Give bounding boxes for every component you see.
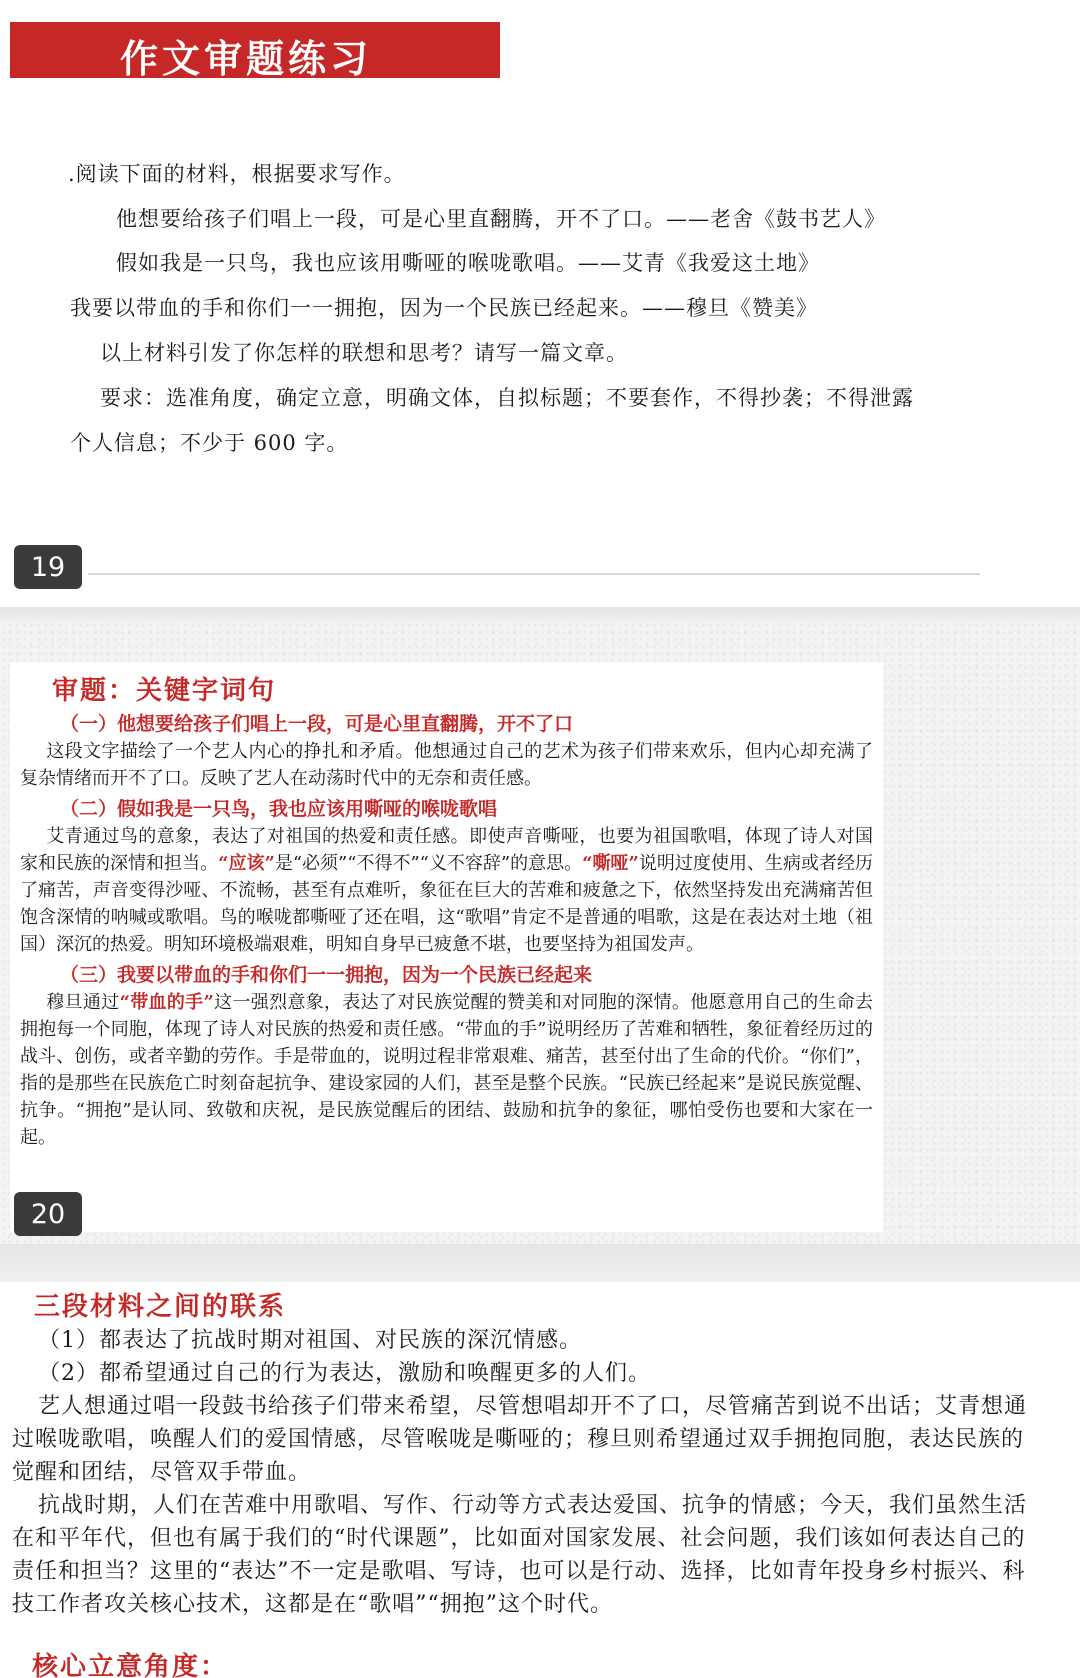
highlight-siya: “嘶哑” xyxy=(582,853,639,874)
core-angle-heading: 核心立意角度： xyxy=(32,1652,229,1678)
analysis-paragraph-2: 艾青通过鸟的意象，表达了对祖国的热爱和责任感。即使声音嘶哑，也要为祖国歌唱，体现了诗人对国家和民族的深情和担当。“应该”是“必须”“不得不”“义不容辞”的意思。“嘶哑”说明过度使用、生病或者经历了痛苦，声音变得沙哑、不流畅，甚至有点难听，象征在巨大的苦难和疲惫之下，依然坚持发出充满痛苦但饱含深情的呐喊或歌唱。鸟的喉咙都嘶哑了还在唱，这“歌唱”肯定不是普通的唱歌，这是在表达对土地（祖国）深沉的热爱。明知环境极端艰难，明知自身早已疲惫不堪，也要坚持为祖国发声。 xyxy=(20,826,873,955)
analysis-paragraph-1: 这段文字描绘了一个艺人内心的挣扎和矛盾。他想通过自己的艺术为孩子们带来欢乐，但内心却充满了复杂情绪而开不了口。反映了艺人在动荡时代中的无奈和责任感。 xyxy=(20,741,873,789)
page-number-badge: 20 xyxy=(14,1192,82,1236)
requirement-line-2: 个人信息；不少于 600 字。 xyxy=(70,431,349,455)
analysis-paragraph-3: 穆旦通过“带血的手”这一强烈意象，表达了对民族觉醒的赞美和对同胞的深情。他愿意用自己的生命去拥抱每一个同胞，体现了诗人对民族的热爱和责任感。“带血的手”说明经历了苦难和牺牲，象征着经历过的战斗、创伤，或者辛勤的劳作。手是带血的，说明过程非常艰难、痛苦，甚至付出了生命的代价。“你们”，指的是那些在民族危亡时刻奋起抗争、建设家园的人们，甚至是整个民族。“民族已经起来”是说民族觉醒、抗争。“拥抱”是认同、致敬和庆祝，是民族觉醒后的团结、鼓励和抗争的象征，哪怕受伤也要和大家在一起。 xyxy=(20,992,874,1148)
section-heading: 三段材料之间的联系 xyxy=(34,1292,287,1322)
paragraph-1: 艺人想通过唱一段鼓书给孩子们带来希望，尽管想唱却开不了口，尽管痛苦到说不出话；艾青想通过喉咙歌唱，唤醒人们的爱国情感，尽管喉咙是嘶哑的；穆旦则希望通过双手拥抱同胞，表达民族的觉醒和团结，尽管双手带血。 xyxy=(12,1394,1028,1485)
page-number-badge: 19 xyxy=(14,545,82,589)
paragraph-2: 抗战时期，人们在苦难中用歌唱、写作、行动等方式表达爱国、抗争的情感；今天，我们虽然生活在和平年代，但也有属于我们的“时代课题”，比如面对国家发展、社会问题，我们该如何表达自己的责任和担当？这里的“表达”不一定是歌唱、写诗，也可以是行动、选择，比如青年投身乡村振兴、科技工作者攻关核心技术，这都是在“歌唱”“拥抱”这个时代。 xyxy=(12,1493,1028,1617)
connection-text xyxy=(12,1324,1042,1621)
slide-gap xyxy=(0,1244,1080,1282)
highlight-daixue: “带血的手” xyxy=(119,992,214,1013)
divider-line xyxy=(88,573,980,575)
slide-title: 作文审题练习 xyxy=(120,36,373,81)
slide-21 xyxy=(0,1282,1080,1678)
quote-aiqing: 假如我是一只鸟，我也应该用嘶哑的喉咙歌唱。——艾青《我爱这土地》 xyxy=(116,251,820,275)
point-2: （2）都希望通过自己的行为表达，激励和唤醒更多的人们。 xyxy=(38,1361,651,1386)
section-heading: 审题：关键字词句 xyxy=(52,676,277,706)
subheading-1: （一）他想要给孩子们唱上一段，可是心里直翻腾，开不了口 xyxy=(60,713,574,735)
writing-prompt: 以上材料引发了你怎样的联想和思考？请写一篇文章。 xyxy=(100,341,628,365)
slide-gap xyxy=(0,607,1080,622)
highlight-yinggai: “应该” xyxy=(218,853,275,874)
title-banner xyxy=(10,22,500,81)
quote-laoshe: 他想要给孩子们唱上一段，可是心里直翻腾，开不了口。——老舍《鼓书艺人》 xyxy=(116,207,886,231)
subheading-3: （三）我要以带血的手和你们一一拥抱，因为一个民族已经起来 xyxy=(60,964,593,986)
requirement-line-1: 要求：选准角度，确定立意，明确文体，自拟标题；不要套作，不得抄袭；不得泄露 xyxy=(100,386,914,410)
point-1: （1）都表达了抗战时期对祖国、对民族的深沉情感。 xyxy=(38,1328,582,1353)
slide-20 xyxy=(0,622,1080,1244)
instruction-text: .阅读下面的材料，根据要求写作。 xyxy=(68,162,406,186)
quote-mudan: 我要以带血的手和你们一一拥抱，因为一个民族已经起来。——穆旦《赞美》 xyxy=(70,296,818,320)
slide-19 xyxy=(0,0,1080,607)
content-card xyxy=(10,662,883,1232)
subheading-2: （二）假如我是一只鸟，我也应该用嘶哑的喉咙歌唱 xyxy=(60,798,498,820)
